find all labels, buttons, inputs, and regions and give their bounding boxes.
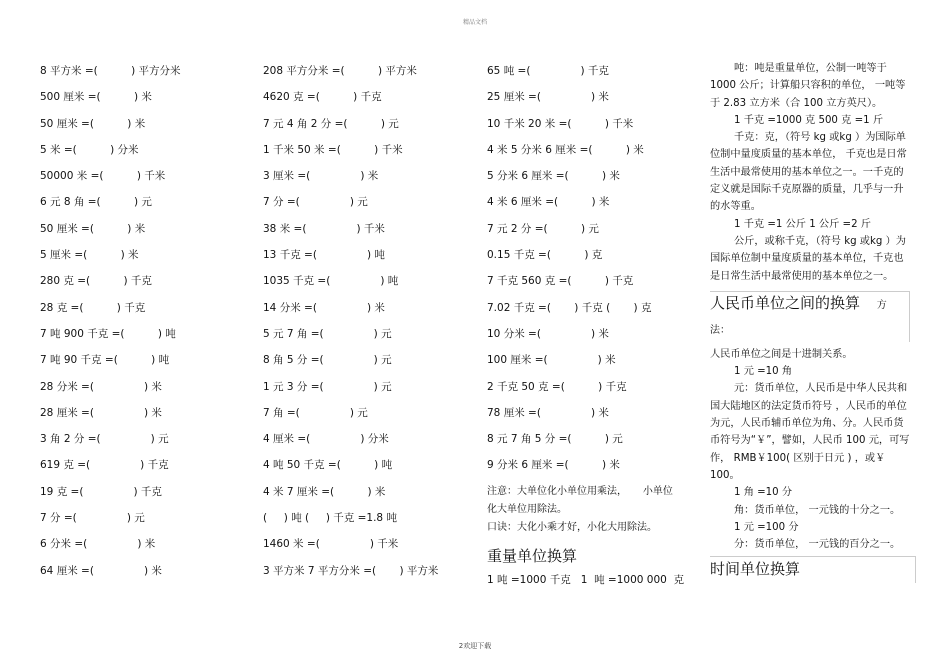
- exercise-item: 8 角 5 分 =( ) 元: [263, 354, 392, 367]
- exercise-item: 8 平方米 =( ) 平方分米: [40, 65, 181, 77]
- paragraph-rmb-intro: 人民币单位之间是十进制关系。: [710, 348, 853, 360]
- exercise-item: 7 角 =( ) 元: [263, 406, 368, 419]
- exercise-item: 4 厘米 =( ) 分米: [263, 433, 389, 446]
- exercise-item: 1460 米 =( ) 千米: [263, 538, 399, 551]
- paragraph-yuan: 元：货币单位，人民币是中华人民共和国大陆地区的法定货币符号 ，人民币的单位为元，人民币辅币单位为角、分。人民币货币符号为“￥”，譬如，人民币 100 元，可写作， RMB￥100( 区别于日元 ) ，或￥ 100。: [710, 383, 910, 481]
- paragraph-kg-gram: 1 千克 =1000 克 500 克 =1 斤: [734, 114, 884, 126]
- rmb-title: 人民币单位之间的换算: [710, 293, 861, 312]
- exercise-item: 6 分米 =( ) 米: [40, 538, 156, 551]
- exercise-item: 28 分米 =( ) 米: [40, 380, 162, 393]
- note-line: 口诀：大化小乘才好，小化大用除法。: [487, 521, 657, 533]
- exercise-item: 38 米 =( ) 千米: [263, 222, 385, 235]
- exercise-item: 208 平方分米 =( ) 平方米: [263, 65, 417, 77]
- exercise-column-1: [40, 62, 245, 588]
- page-footer: 2欢迎下载: [458, 642, 492, 650]
- note-line: 注意：大单位化小单位用乘法， 小单位: [487, 485, 673, 497]
- exercise-item: 0.15 千克 =( ) 克: [487, 249, 603, 262]
- paragraph-ton: 吨：吨是重量单位，公制一吨等于 1000 公斤；计算船只容积的单位， 一吨等于 2.83 立方米（合 100 立方英尺）。: [710, 63, 906, 109]
- exercise-item: 7 元 4 角 2 分 =( ) 元: [263, 117, 399, 130]
- exercise-item: 7 千克 560 克 =( ) 千克: [487, 275, 634, 288]
- paragraph-kilogram: 千克：克，（符号 kg 或kg ）为国际单位制中量度质量的基本单位， 千克也是日常生活中最常使用的基本单位之一。一千克的定义就是国际千克原器的质量，几乎与一升的水等重。: [710, 132, 907, 213]
- section-heading-weight: 重量单位换算: [487, 546, 578, 565]
- section-heading-rmb: [710, 291, 910, 342]
- paragraph-fen: 分：货币单位， 一元钱的百分之一。: [734, 539, 901, 551]
- rmb-method-label: 方法：: [710, 299, 887, 336]
- exercise-item: 1035 千克 =( ) 吨: [263, 275, 399, 288]
- exercise-item: 4620 克 =( ) 千克: [263, 91, 382, 104]
- exercise-item: 1 千米 50 米 =( ) 千米: [263, 143, 403, 156]
- exercise-item: 28 克 =( ) 千克: [40, 301, 146, 314]
- exercise-item: 19 克 =( ) 千克: [40, 485, 162, 498]
- paragraph-yuan-fen: 1 元 =100 分: [734, 521, 799, 533]
- exercise-item: 500 厘米 =( ) 米: [40, 91, 152, 104]
- exercise-item: 8 元 7 角 5 分 =( ) 元: [487, 433, 623, 446]
- paragraph-yuan-jiao: 1 元 =10 角: [734, 366, 793, 378]
- exercise-item: 2 千克 50 克 =( ) 千克: [487, 380, 627, 393]
- exercise-item: 100 厘米 =( ) 米: [487, 354, 616, 367]
- exercise-item: 5 元 7 角 =( ) 元: [263, 327, 392, 340]
- note-line: 化大单位用除法。: [487, 503, 567, 515]
- exercise-column-2: [263, 62, 473, 588]
- exercise-item: 50000 米 =( ) 千米: [40, 170, 166, 183]
- exercise-item: 7.02 千克 =( ) 千克 ( ) 克: [487, 301, 652, 314]
- exercise-item: 5 米 =( ) 分米: [40, 143, 139, 156]
- paragraph-jiao: 角：货币单位， 一元钱的十分之一。: [734, 504, 901, 516]
- exercise-item: 10 分米 =( ) 米: [487, 327, 609, 340]
- exercise-item: 13 千克 =( ) 吨: [263, 249, 385, 262]
- exercise-item: 78 厘米 =( ) 米: [487, 406, 609, 419]
- exercise-item: 14 分米 =( ) 米: [263, 301, 385, 314]
- exercise-item: 3 平方米 7 平方分米 =( ) 平方米: [263, 564, 439, 577]
- exercise-item: 64 厘米 =( ) 米: [40, 564, 162, 577]
- exercise-item: 4 吨 50 千克 =( ) 吨: [263, 459, 393, 472]
- exercise-item: 50 厘米 =( ) 米: [40, 222, 146, 235]
- exercise-item: 65 吨 =( ) 千克: [487, 65, 609, 77]
- explanation-column: [710, 60, 910, 553]
- exercise-item: 7 分 =( ) 元: [40, 512, 145, 525]
- exercise-column-3: [487, 62, 692, 597]
- exercise-item: 5 厘米 =( ) 米: [40, 249, 139, 262]
- exercise-item: 10 千米 20 米 =( ) 千米: [487, 117, 634, 130]
- exercise-item: 7 吨 90 千克 =( ) 吨: [40, 354, 170, 367]
- exercise-item: 4 米 7 厘米 =( ) 米: [263, 485, 386, 498]
- exercise-item: 7 分 =( ) 元: [263, 196, 368, 209]
- exercise-item: 7 吨 900 千克 =( ) 吨: [40, 327, 176, 340]
- paragraph-gongjin: 公斤，或称千克，（符号 kg 或kg ）为国际单位制中量度质量的基本单位，千克也是日常生活中最常使用的基本单位之一。: [710, 235, 906, 282]
- exercise-item: 3 角 2 分 =( ) 元: [40, 433, 169, 446]
- exercise-item: 3 厘米 =( ) 米: [263, 170, 379, 183]
- paragraph-kg-jin: 1 千克 =1 公斤 1 公斤 =2 斤: [734, 218, 871, 230]
- weight-conversion: 1 吨 =1000 千克 1 吨 =1000 000 克: [487, 573, 684, 586]
- exercise-item: 280 克 =( ) 千克: [40, 275, 152, 288]
- section-heading-time: 时间单位换算: [710, 556, 916, 583]
- exercise-item: 1 元 3 分 =( ) 元: [263, 380, 392, 393]
- exercise-item: 4 米 5 分米 6 厘米 =( ) 米: [487, 143, 644, 156]
- exercise-item: 5 分米 6 厘米 =( ) 米: [487, 170, 620, 183]
- page-header: 精品文档: [462, 19, 487, 26]
- exercise-item: 28 厘米 =( ) 米: [40, 406, 162, 419]
- exercise-item: 619 克 =( ) 千克: [40, 459, 169, 472]
- exercise-item: 25 厘米 =( ) 米: [487, 91, 609, 104]
- exercise-item: 9 分米 6 厘米 =( ) 米: [487, 459, 620, 472]
- exercise-item: ( ) 吨 ( ) 千克 =1.8 吨: [263, 512, 397, 525]
- exercise-item: 50 厘米 =( ) 米: [40, 117, 146, 130]
- paragraph-jiao-fen: 1 角 =10 分: [734, 487, 793, 499]
- exercise-item: 6 元 8 角 =( ) 元: [40, 196, 152, 209]
- exercise-item: 4 米 6 厘米 =( ) 米: [487, 196, 610, 209]
- exercise-item: 7 元 2 分 =( ) 元: [487, 222, 599, 235]
